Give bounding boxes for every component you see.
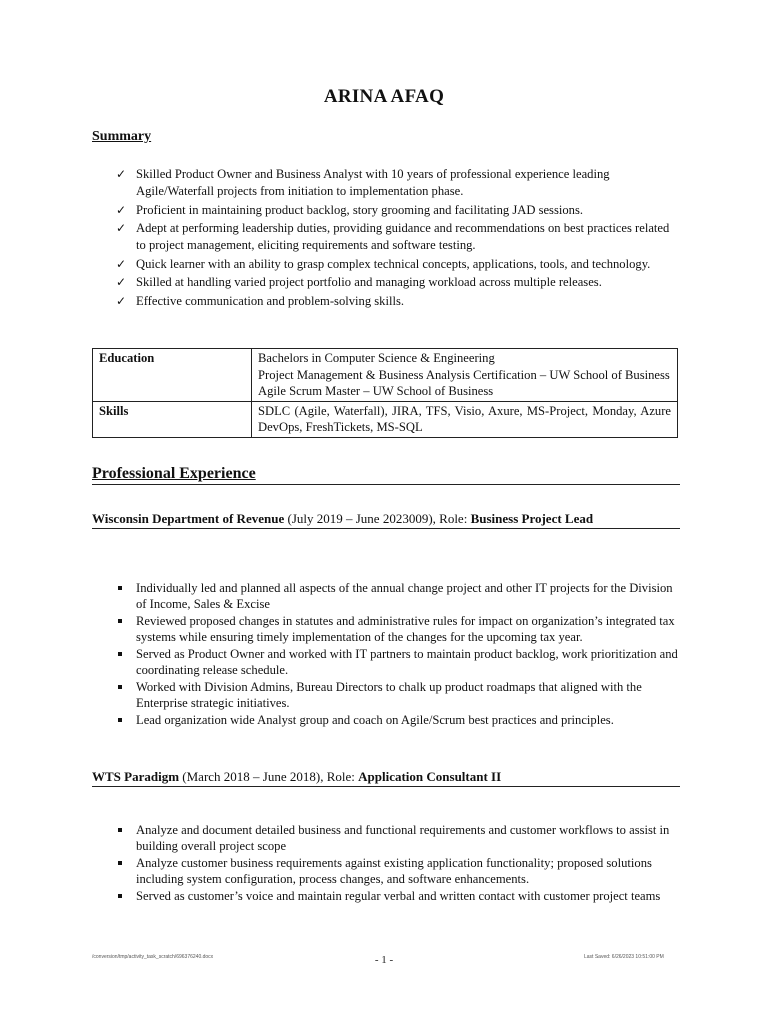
job-bullets xyxy=(116,822,678,905)
square-bullet-icon xyxy=(118,586,122,590)
square-bullet-icon xyxy=(118,652,122,656)
job-bullet: Individually led and planned all aspects of the annual change project and other IT projects for the Division of Income, Sales & Excise xyxy=(116,580,678,612)
summary-item: ✓ Proficient in maintaining product backlog, story grooming and facilitating JAD sessions. xyxy=(116,202,584,217)
square-bullet-icon xyxy=(118,619,122,623)
checkmark-icon: ✓ xyxy=(116,256,127,271)
candidate-name: ARINA AFAQ xyxy=(323,86,445,107)
square-bullet-icon xyxy=(118,685,122,689)
education-line: Agile Scrum Master – UW School of Business xyxy=(258,384,494,398)
square-bullet-icon xyxy=(118,718,122,722)
education-line: Project Management & Business Analysis Certification – UW School of Business xyxy=(258,367,670,382)
summary-item: ✓ Skilled at handling varied project portfolio and managing workload across multiple releases. xyxy=(116,275,602,289)
summary-item: ✓ Adept at performing leadership duties, providing guidance and recommendations on best practices related to project management, eliciting requirements and software testing. xyxy=(116,221,670,252)
job-bullet: Served as Product Owner and worked with IT partners to maintain product backlog, work prioritization and coordinating release schedule. xyxy=(116,646,678,678)
checkmark-icon: ✓ xyxy=(116,202,127,217)
education-skills-table xyxy=(92,348,678,438)
job-bullets xyxy=(116,580,678,729)
summary-list xyxy=(116,166,676,311)
footer-file-path: /conversion/tmp/activity_task_scratch/696376240.docx xyxy=(92,954,214,960)
job-bullet: Served as customer’s voice and maintain regular verbal and written contact with customer project teams xyxy=(116,888,678,904)
footer-page-number: - 1 - xyxy=(374,954,394,966)
job-bullet: Analyze customer business requirements against existing application functionality; proposed solutions including system configuration, process changes, and software enhancements. xyxy=(116,855,678,887)
education-value xyxy=(252,349,678,402)
job-dates: (March 2018 – June 2018), Role: xyxy=(179,769,359,784)
square-bullet-icon xyxy=(118,894,122,898)
job-header xyxy=(92,768,680,787)
job-bullet: Reviewed proposed changes in statutes and administrative rules for impact on organization’s integrated tax systems while ensuring timely implementation of the changes for the upcoming tax year. xyxy=(116,613,678,645)
job-bullet: Analyze and document detailed business and functional requirements and customer workflows to assist in building overall project scope xyxy=(116,822,678,854)
job-bullet: Lead organization wide Analyst group and coach on Agile/Scrum best practices and principles. xyxy=(116,712,678,728)
summary-heading: Summary xyxy=(92,129,152,144)
checkmark-icon: ✓ xyxy=(116,221,127,235)
summary-item: ✓ Skilled Product Owner and Business Analyst with 10 years of professional experience leading Agile/Waterfall projects from initiation to implementation phase. xyxy=(116,167,610,198)
checkmark-icon: ✓ xyxy=(116,275,127,289)
skills-label: Skills xyxy=(93,401,252,437)
job-role: Business Project Lead xyxy=(470,511,594,526)
footer-last-saved: Last Saved: 6/26/2023 10:51:00 PM xyxy=(584,954,664,960)
job-bullet: Worked with Division Admins, Bureau Directors to chalk up product roadmaps that aligned with the Enterprise strategic initiatives. xyxy=(116,679,678,711)
square-bullet-icon xyxy=(118,861,122,865)
summary-item: ✓ Quick learner with an ability to grasp complex technical concepts, applications, tools, and technology. xyxy=(116,256,651,271)
education-line: Bachelors in Computer Science & Engineering xyxy=(258,351,495,365)
skills-row xyxy=(93,401,678,437)
job-dates: (July 2019 – June 2023009), Role: xyxy=(284,511,471,526)
summary-item: ✓ Effective communication and problem-solving skills. xyxy=(116,293,405,308)
checkmark-icon: ✓ xyxy=(116,293,127,308)
experience-heading: Professional Experience xyxy=(92,465,680,485)
education-row xyxy=(93,349,678,402)
checkmark-icon: ✓ xyxy=(116,167,127,181)
education-label: Education xyxy=(93,349,252,402)
job-role: Application Consultant II xyxy=(358,769,502,784)
square-bullet-icon xyxy=(118,828,122,832)
company-name: WTS Paradigm xyxy=(92,769,180,784)
skills-value: SDLC (Agile, Waterfall), JIRA, TFS, Visio, Axure, MS-Project, Monday, Azure DevOps, FreshTickets, MS-SQL xyxy=(252,401,678,437)
job-header xyxy=(92,510,680,529)
company-name: Wisconsin Department of Revenue xyxy=(92,511,285,526)
